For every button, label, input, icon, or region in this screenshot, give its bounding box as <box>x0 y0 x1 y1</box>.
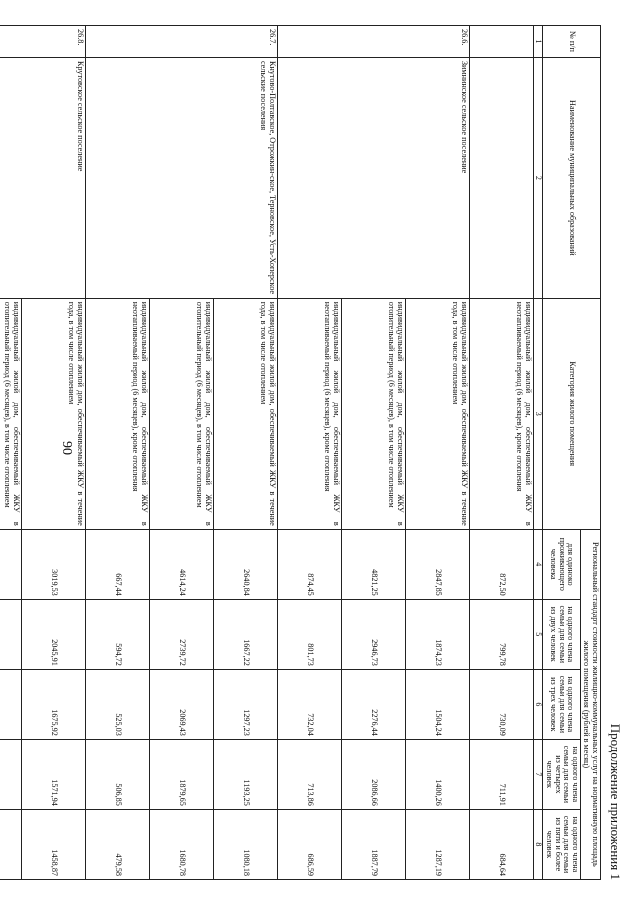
row-number: 26.7. <box>85 26 277 58</box>
column-number: 1 <box>533 26 542 58</box>
column-number: 6 <box>533 669 542 739</box>
cost-value: 1400,26 <box>405 739 469 809</box>
cost-value <box>0 739 21 809</box>
municipality-name: Зимнинское сельское поселение <box>277 57 469 298</box>
table-row <box>213 26 277 880</box>
table-row <box>405 26 469 880</box>
subheader-family-2: на одного члена семьи для семьи из двух человек <box>543 599 580 669</box>
municipality-name <box>469 57 533 298</box>
column-number: 2 <box>533 57 542 298</box>
column-number: 7 <box>533 739 542 809</box>
cost-value: 1080,18 <box>213 809 277 879</box>
cost-value: 2946,73 <box>341 599 405 669</box>
municipality-name: Крутовское сельское поселение <box>0 57 85 298</box>
cost-value: 1874,23 <box>405 599 469 669</box>
cost-value: 1504,24 <box>405 669 469 739</box>
row-number: 26.6. <box>277 26 469 58</box>
cost-value: 4821,25 <box>341 529 405 599</box>
housing-category: индивидуальный жилой дом, обеспечиваемый ЖКУ в течение года, в том числе отоплением <box>213 298 277 529</box>
cost-value: 686,59 <box>277 809 341 879</box>
subheader-family-4: на одного члена семьи для семьи из четырех человек <box>543 739 580 809</box>
cost-value: 479,58 <box>85 809 149 879</box>
housing-category: индивидуальный жилой дом, обеспечиваемый ЖКУ в неотапливаемый период (6 месяцев), кроме отопления <box>277 298 341 529</box>
cost-value: 1879,65 <box>149 739 213 809</box>
table-row <box>469 26 533 880</box>
cost-value: 2276,44 <box>341 669 405 739</box>
cost-value <box>0 599 21 669</box>
cost-value: 713,86 <box>277 739 341 809</box>
cost-value: 1297,23 <box>213 669 277 739</box>
cost-value: 525,03 <box>85 669 149 739</box>
column-number: 3 <box>533 298 542 529</box>
cost-value: 1675,92 <box>21 669 85 739</box>
housing-category: индивидуальный жилой дом, обеспечиваемый ЖКУ в отопительный период (6 месяцев), в том числе отоплением <box>341 298 405 529</box>
cost-value: 2847,85 <box>405 529 469 599</box>
header-category: Категория жилого помещения <box>543 298 601 529</box>
cost-value: 1193,25 <box>213 739 277 809</box>
housing-category: индивидуальный жилой дом, обеспечиваемый ЖКУ в неотапливаемый период (6 месяцев), кроме отопления <box>85 298 149 529</box>
cost-value: 799,78 <box>469 599 533 669</box>
table-header-row <box>580 26 600 880</box>
cost-value <box>0 809 21 879</box>
housing-category: индивидуальный жилой дом, обеспечиваемый ЖКУ в течение года, в том числе отоплением <box>21 298 85 529</box>
column-number-row <box>533 26 542 880</box>
cost-value: 711,91 <box>469 739 533 809</box>
cost-value: 594,72 <box>85 599 149 669</box>
housing-category: индивидуальный жилой дом, обеспечиваемый ЖКУ в отопительный период (6 месяцев), в том числе отоплением <box>0 298 21 529</box>
cost-value <box>0 669 21 739</box>
appendix-continued-label: Продолжение приложения 1 <box>608 723 623 880</box>
cost-value: 3019,53 <box>21 529 85 599</box>
cost-value: 1680,78 <box>149 809 213 879</box>
header-standard: Региональный стандарт стоимости жилищно-коммунальных услуг на нормативную площадь жилого помещения (рублей в месяц) <box>580 529 600 879</box>
cost-value: 4614,24 <box>149 529 213 599</box>
housing-category: индивидуальный жилой дом, обеспечиваемый ЖКУ в неотапливаемый период (6 месяцев), кроме отопления <box>469 298 533 529</box>
cost-value: 1571,94 <box>21 739 85 809</box>
municipality-name: Кнутово-Полтавское, Отрожкин-ское, Терновское, Усть-Хоперское сельские поселения <box>85 57 277 298</box>
cost-value: 1887,79 <box>341 809 405 879</box>
table-row <box>21 26 85 880</box>
row-number <box>469 26 533 58</box>
cost-value: 874,45 <box>277 529 341 599</box>
cost-value: 2069,43 <box>149 669 213 739</box>
header-no: № п/п <box>543 26 601 58</box>
row-number: 26.8. <box>0 26 85 58</box>
cost-value: 667,44 <box>85 529 149 599</box>
cost-value: 506,85 <box>85 739 149 809</box>
cost-value: 732,04 <box>277 669 341 739</box>
column-number: 5 <box>533 599 542 669</box>
subheader-family-5plus: на одного члена семьи для семьи из пяти и более человек <box>543 809 580 879</box>
subheader-family-3: на одного члена семьи для семьи из трех человек <box>543 669 580 739</box>
cost-value: 2045,91 <box>21 599 85 669</box>
page-number: 90 <box>59 441 74 455</box>
housing-category: индивидуальный жилой дом, обеспечиваемый ЖКУ в течение года, в том числе отоплением <box>405 298 469 529</box>
cost-value: 2640,84 <box>213 529 277 599</box>
cost-value <box>0 529 21 599</box>
cost-value: 1287,19 <box>405 809 469 879</box>
housing-cost-standard-table <box>0 25 601 880</box>
cost-value: 2739,72 <box>149 599 213 669</box>
cost-value: 1667,22 <box>213 599 277 669</box>
cost-value: 1458,87 <box>21 809 85 879</box>
header-municipality: Наименование муниципальных образований <box>543 57 601 298</box>
column-number: 8 <box>533 809 542 879</box>
subheader-single: для одиноко проживающего человека <box>543 529 580 599</box>
column-number: 4 <box>533 529 542 599</box>
cost-value: 801,73 <box>277 599 341 669</box>
cost-value: 872,50 <box>469 529 533 599</box>
cost-value: 684,64 <box>469 809 533 879</box>
cost-value: 2086,66 <box>341 739 405 809</box>
housing-category: индивидуальный жилой дом, обеспечиваемый ЖКУ в отопительный период (6 месяцев), в том числе отоплением <box>149 298 213 529</box>
cost-value: 730,09 <box>469 669 533 739</box>
